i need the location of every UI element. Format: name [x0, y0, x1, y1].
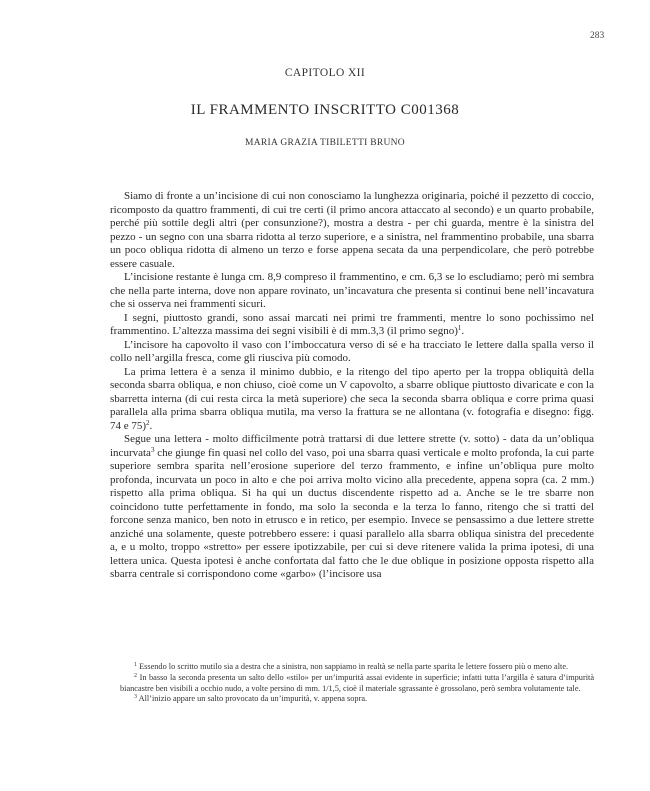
footnote-1: $^1$ Essendo lo scritto mutilo sia a destra che a sinistra, non sappiamo in realtà se nella parte sparita le lettere fossero più o meno alte.	[134, 662, 569, 671]
paragraph-3: I segni, piuttosto grandi, sono assai marcati nei primi tre frammenti, mentre lo sono pochissimo nel frammentino. L’altezza massima dei segni visibili è di mm.3,3 (il primo segno)$^1$.	[110, 311, 594, 337]
footnote-ref-2[interactable]: 2	[146, 418, 150, 427]
paragraph-1: Siamo di fronte a un’incisione di cui non conosciamo la lunghezza originaria, poiché il pezzetto di coccio, ricomposto da quattro frammenti, di cui tre certi (il primo ancora attaccato al secondo) e un quarto probabile, perché più sottile degli altri (per consunzione?), mostra a destra - per chi guarda, mentre è la sinistra del pezzo - un segno con una sbarra ridotta al terzo superiore, e a sinistra, nel frammentino probabile, una sbarra un poco obliqua ridotta di almeno un terzo e forse appena secata da una perpendicolare, che però potrebbe essere casuale.	[110, 190, 594, 270]
body-text	[110, 190, 594, 582]
paragraph-6: Segue una lettera - molto difficilmente potrà trattarsi di due lettere strette (v. sotto) - data da un’obliqua incurvata$^3$ che giunge fin quasi nel collo del vaso, poi una sbarra quasi verticale e molto profonda, la cui parte superiore sembra sparita nell’erosione superiore del terzo frammento, e infine un’obliqua pure molto profonda, incurvata un poco in alto e che poi arriva molto vicino alla precedente, appena sopra (ca. 2 mm.) rispetto alla prima obliqua. Si ha qui un ductus discendente rispetto ad a. Anche se le tre sbarre non coincidono tutte perfettamente in fondo, ma solo la seconda e la terza lo fanno, ritengo che si tratti del forcone senza manico, ben noto in etrusco e in retico, per esempio. Invece se pensassimo a due lettere strette anziché una solamente, queste potrebbero essere: i quasi parallelo alla sbarra obliqua sinistra del precedente a, e u molto, troppo «stretto» per essere ipotizzabile, per cui si deve ritenere valida la prima ipotesi, di una lettera unica. Questa ipotesi è anche confortata dal fatto che le due oblique in posizione opposta rispetto alla sbarra centrale si corrispondono come «garbo» (l’incisore usa	[110, 433, 594, 580]
footnote-ref-3[interactable]: 3	[150, 445, 155, 454]
paragraph-2: L’incisione restante è lunga cm. 8,9 compreso il frammentino, e cm. 6,3 se lo escludiamo; però mi sembra che nella parte interna, dove non appare rovinato, un’incavatura che presenta si continui bene nell’incavatura che si osserva nei frammenti sicuri.	[110, 271, 594, 310]
footnotes	[120, 662, 594, 705]
footnote-ref-1[interactable]: 1	[457, 324, 462, 332]
chapter-heading: CAPITOLO XII	[284, 67, 366, 79]
author-name: MARIA GRAZIA TIBILETTI BRUNO	[245, 138, 405, 148]
footnote-2: $^2$ In basso la seconda presenta un salto dello «stilo» per un’impurità assai evidente in superficie; infatti tutta l’argilla è satura d’impurità biancastre ben visibili a occhio nudo, a volte persino di mm. 1/1,5, cioè il materiale sgrassante è grossolano, però sembra volutamente tale.	[120, 672, 595, 693]
article-title: IL FRAMMENTO INSCRITTO C001368	[190, 102, 460, 118]
paragraph-5: La prima lettera è a senza il minimo dubbio, e la ritengo del tipo aperto per la troppa obliquità della seconda sbarra obliqua, e non chiuso, cioè come un V capovolto, a sbarre oblique piuttosto divaricate e con la sbarretta interna (di cui resta circa la metà superiore) che seca la seconda sbarra obliqua e corre prima quasi parallela alla prima sbarra obliqua mutila, ma verso la frattura se ne allontana (v. fotografia e disegno: figg. 74 e 75)$^2$.	[110, 365, 594, 432]
page-number: 283	[590, 31, 605, 41]
footnote-3: $^3$ All’inizio appare un salto provocato da un’impurità, v. appena sopra.	[134, 694, 368, 704]
paragraph-4: L’incisore ha capovolto il vaso con l’imboccatura verso di sé e ha tracciato le lettere dalla spalla verso il collo nell’argilla fresca, come gli riusciva più comodo.	[110, 338, 594, 364]
